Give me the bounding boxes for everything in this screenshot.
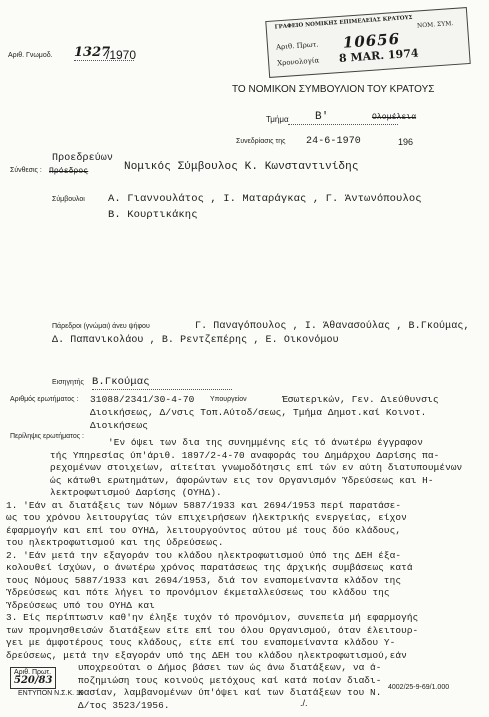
rapporteur-value: Β.Γκούμας (92, 376, 150, 388)
advisors-line-2: Β. Κουρτικάκης (108, 209, 198, 221)
summary-line: γει με άμφοτέρους τους κλάδους, είτε επί του εναπομείναντα κλάδου Υ- (6, 637, 396, 648)
section-struck: Ολομέλεια (372, 113, 417, 122)
stamp-date-label: Χρονολογία (276, 56, 320, 68)
summary-line: 3. Είς περίπτωσιν καθ'ην έληξε τυχόν τό προνόμιον, συνεπεία μή εφαρμογής (6, 612, 419, 623)
session-year: 196 (398, 137, 414, 147)
rapporteur-rule (92, 389, 232, 390)
opinion-number-rule (74, 60, 134, 61)
stamp-protocol-number: 10656 (342, 29, 401, 52)
summary-line: του ηλεκτροφωτισμού και της ύδρεύσεως. (6, 537, 224, 548)
footer-protocol-label: Αριθ. Πρωτ. (14, 669, 52, 676)
assistants-names: Γ. Παναγόπουλος , Ι. Άθανασούλας , Β.Γκούμας, Δ. Παπανικολάου , Β. Ρεντζεπέρης , Ε. Οικονόμου (52, 321, 470, 346)
summary-line: τους Νόμους 5887/1933 και 2694/1953, διά τον εναπομείναντα κλάδον της (6, 574, 402, 586)
summary-line: ως του χρόνου λειτουργίας τών επιχειρήσεων ήλεκτρικής ενεργείας, είχον (6, 512, 407, 523)
ministry-line-1: Έσωτερικών, Γεν. Διεύθυνσις (282, 394, 439, 405)
ministry-line-3: Διοικήσεως (90, 420, 149, 431)
stamp-office-line: ΓΡΑΦΕΙΟ ΝΟΜΙΚΗΣ ΕΠΙΜΕΛΕΙΑΣ ΚΡΑΤΟΥΣ (274, 14, 413, 31)
stamp-office-suffix: ΝΟΜ. ΣΥΜ. (416, 20, 454, 30)
summary-line: τής Υπηρεσίας ύπ'άριθ. 1897/2-4-70 αναφοράς του Δημάρχου Δαρίσης πα- (50, 449, 440, 461)
ministry-line-2: Διοικήσεως, Δ/νσις Τοπ.Αύτοδ/σεως, Τμήμα Δημοτ.καί Κοινοτ. (90, 407, 427, 418)
composition-label: Σύνθεσις : (10, 167, 42, 174)
stamp-protocol-label: Αριθ. Πρωτ. (275, 40, 319, 52)
print-code: 4002/25-9-69/1.000 (388, 684, 450, 691)
advisors-label: Σύμβουλοι (52, 196, 85, 203)
opinion-number-year: /1970 (106, 48, 137, 62)
summary-line: 'Εν όψει των δια της συνημμένης είς τό άνωτέρω έγγραφον (108, 437, 423, 448)
summary-line: κολουθεί ίσχύων, ο άνωτέρω χρόνος παρατάσεως της άρχικής συμβάσεως κατά (6, 562, 413, 573)
summary-line: ρεχομένων στοιχείων, αίτείται γνωμοδότησις επί τών εν αύτη διατυπουμένων (50, 462, 463, 473)
rapporteur-label: Εισηγητής (52, 379, 84, 386)
summary-line: Ύδρεύσεως υπό του ΟΥΗΔ και (6, 599, 155, 611)
summary-line: Ύδρεύσεως και πότε λήγει το προνόμιον έκμεταλλεύσεως του κλάδου της (6, 587, 390, 598)
president-name: Νομικός Σύμβουλος Κ. Κωνσταντινίδης (124, 161, 359, 173)
summary-line: κασίαν, λαμβανομένων ύπ'όψει καί των διατάξεων του Ν. (78, 687, 382, 698)
summary-line: ώς κάτωθι ερωτημάτων, άφορώντων εις τον Οργανισμόν Ύδρεύσεως και Η- (50, 474, 434, 486)
council-title: ΤΟ ΝΟΜΙΚΟΝ ΣΥΜΒΟΥΛΙΟΝ ΤΟΥ ΚΡΑΤΟΥΣ (232, 84, 435, 95)
advisors-line-1: Α. Γιαννουλάτος , Ι. Ματαράγκας , Γ. Άντωνόπουλος (108, 193, 422, 205)
opinion-number-label: Αριθ. Γνωμοδ. (8, 52, 53, 59)
summary-line: των προμνησθεισών διατάξεων είτε επί του όλου Οργανισμού, όταν έλειτουρ- (6, 624, 419, 636)
summary-line: λεκτροφωτισμού Δαρίσης (ΟΥΗΔ). (50, 487, 222, 498)
section-rule (288, 124, 398, 125)
summary-line: έφαρμογήν και επί του ΟΥΗΔ, λειτουργούντος αύτου μέ τους δύο κλάδους, (6, 524, 402, 536)
section-label: Τμήμα (266, 115, 289, 124)
end-mark: ./. (300, 698, 308, 708)
summary-line: δρεύσεως, μετά την εξαγοράν υπό της ΔΕΗ του κλάδου ηλεκτροφωτισμού,εάν (6, 649, 407, 661)
reception-stamp (265, 7, 470, 78)
footer-protocol-box (10, 667, 56, 689)
president-label: Πρόεδρος (49, 167, 89, 176)
footer-protocol-value: 520/83 (14, 675, 53, 686)
summary-line: ποζημιώση τους κοινούς μετόχους καί κατά ποίαν διαδι- (78, 674, 382, 686)
ministry-label: Υπουργείον (210, 396, 247, 403)
summary-line: 2. 'Εάν μετά την εξαγοράν του κλάδου ηλεκτροφωτισμού ύπό της ΔΕΗ έξα- (6, 549, 402, 561)
summary-line: υποχρεούται ο Δήμος βάσει των ώς άνω διατάξεων, να ά- (78, 662, 382, 673)
section-value: Β' (315, 111, 329, 123)
summary-label: Περίληψις ερωτήματος : (10, 433, 84, 440)
assistants-label: Πάρεδροι (γνώμαι) άνευ ψήφου (52, 323, 150, 330)
stamp-date-value: 8 MAR. 1974 (338, 46, 419, 66)
query-label: Αριθμός ερωτήματος : (10, 396, 79, 403)
summary-line: Δ/τος 3523/1956. (78, 699, 170, 711)
session-date: 24-6-1970 (306, 136, 361, 147)
summary-line: 1. 'Εάν αι διατάξεις των Νόμων 5887/1933 και 2694/1953 περί παρατάσε- (6, 499, 402, 511)
president-value: Προεδρεύων (52, 153, 114, 164)
form-label: ΕΝΤΥΠΟΝ Ν.Σ.Κ. 19 (18, 690, 84, 697)
session-label: Συνεδρίασις της (236, 138, 286, 145)
query-number: 31088/2341/30-4-70 (90, 394, 195, 405)
opinion-number-value: 1327 (74, 45, 111, 60)
